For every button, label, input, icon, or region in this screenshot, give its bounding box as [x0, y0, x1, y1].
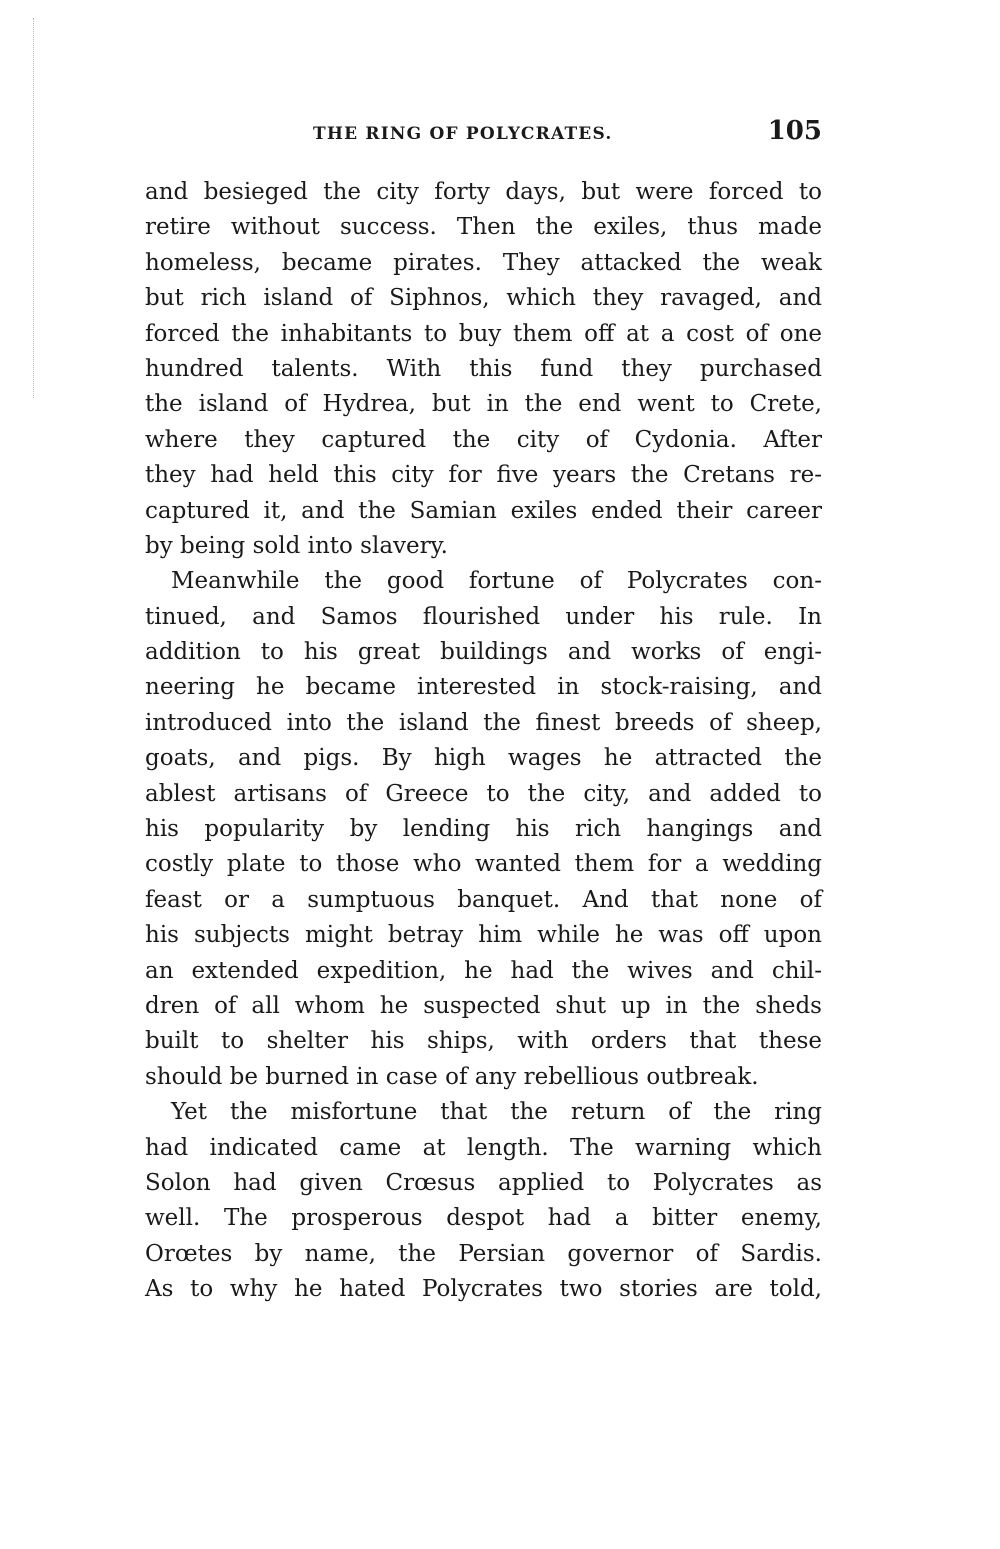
text-line: hundred talents. With this fund they purchased	[145, 355, 822, 382]
text-line: neering he became interested in stock-raising, and	[145, 674, 822, 701]
text-line: but rich island of Siphnos, which they ravaged, and	[145, 285, 822, 312]
scan-edge-mark	[33, 18, 36, 398]
text-line: ablest artisans of Greece to the city, and added to	[145, 780, 822, 807]
text-line: by being sold into slavery.	[145, 532, 448, 559]
text-line: an extended expedition, he had the wives and chil-	[145, 957, 822, 984]
text-line: goats, and pigs. By high wages he attracted the	[145, 745, 822, 772]
text-line: Orœtes by name, the Persian governor of Sardis.	[145, 1240, 822, 1267]
text-line: As to why he hated Polycrates two stories are told,	[145, 1276, 822, 1303]
running-title: THE RING OF POLYCRATES.	[313, 124, 613, 144]
text-line: and besieged the city forty days, but were forced to	[145, 179, 822, 205]
text-line: the island of Hydrea, but in the end went to Crete,	[145, 391, 822, 418]
text-line: homeless, became pirates. They attacked the weak	[145, 249, 822, 276]
paragraph-start: Meanwhile the good fortune of Polycrates con-	[171, 568, 822, 595]
text-line: his subjects might betray him while he was off upon	[145, 922, 822, 949]
paragraph-start: Yet the misfortune that the return of the ring	[171, 1099, 822, 1126]
running-header	[145, 118, 822, 158]
text-line: where they captured the city of Cydonia. After	[145, 426, 822, 453]
text-line: forced the inhabitants to buy them off at a cost of one	[145, 320, 822, 347]
text-line: should be burned in case of any rebellious outbreak.	[145, 1063, 759, 1090]
text-line: retire without success. Then the exiles, thus made	[145, 214, 822, 241]
body-text	[145, 175, 822, 1308]
text-line: they had held this city for five years the Cretans re-	[145, 462, 822, 489]
text-line: his popularity by lending his rich hangings and	[145, 816, 822, 843]
text-line: addition to his great buildings and works of engi-	[145, 639, 822, 666]
text-line: Solon had given Crœsus applied to Polycrates as	[145, 1169, 822, 1196]
text-line: feast or a sumptuous banquet. And that none of	[145, 886, 822, 913]
text-line: costly plate to those who wanted them for a wedding	[145, 851, 822, 878]
text-line: had indicated came at length. The warning which	[145, 1134, 822, 1161]
page-number: 105	[767, 116, 822, 146]
text-line: captured it, and the Samian exiles ended their career	[145, 497, 822, 524]
text-line: built to shelter his ships, with orders that these	[145, 1028, 822, 1055]
text-line: introduced into the island the finest breeds of sheep,	[145, 709, 822, 736]
text-line: well. The prosperous despot had a bitter enemy,	[145, 1205, 822, 1232]
text-line: tinued, and Samos flourished under his rule. In	[145, 603, 822, 630]
text-line: dren of all whom he suspected shut up in the sheds	[145, 992, 822, 1019]
